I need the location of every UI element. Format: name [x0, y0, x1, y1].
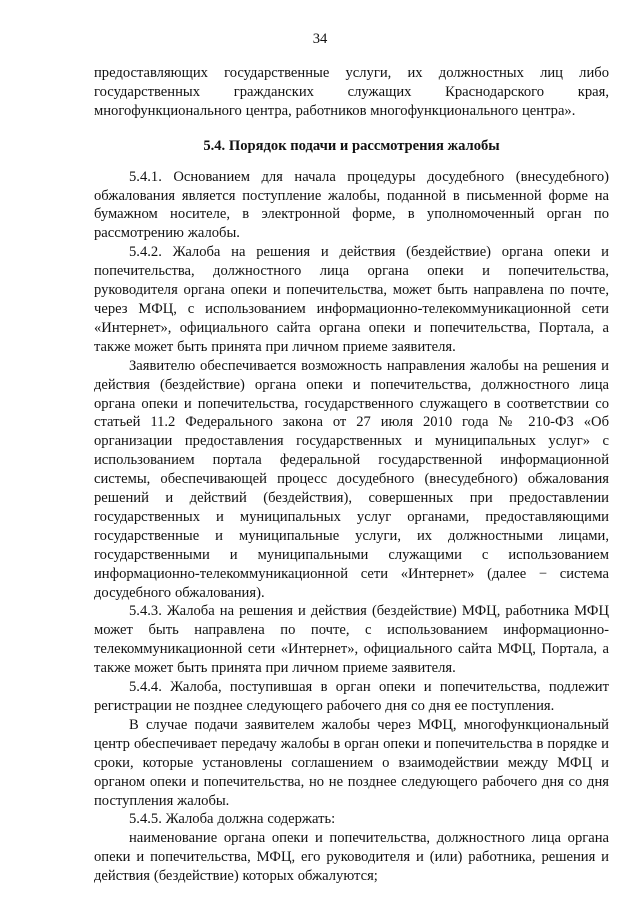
- paragraph-5-4-3: 5.4.3. Жалоба на решения и действия (бездействие) МФЦ, работника МФЦ может быть направлена по почте, с использованием информационно-телекоммуникационной сети «Интернет», официального сайта МФЦ, Портала, а также может быть принята при личном приеме заявителя.: [94, 603, 609, 677]
- paragraph-5-4-5: 5.4.5. Жалоба должна содержать:: [129, 811, 336, 828]
- paragraph-5-4-1: 5.4.1. Основанием для начала процедуры досудебного (внесудебного) обжалования является поступление жалобы, поданной в письменной форме на бумажном носителе, в электронной форме, в уполномоченный орган по рассмотрению жалобы.: [94, 168, 609, 242]
- intro-paragraph: предоставляющих государственные услуги, их должностных лиц либо государственных гражданских служащих Краснодарского края, многофункционального центра, работников многофункционального центра».: [94, 65, 609, 119]
- paragraph-mfc-transfer: В случае подачи заявителем жалобы через МФЦ, многофункциональный центр обеспечивает передачу жалобы в орган опеки и попечительства в порядке и сроки, которые установлены соглашением о взаимодействии между МФЦ и органом опеки и попечительства, но не позднее следующего рабочего дня со дня поступления жалобы.: [94, 716, 609, 809]
- section-title: 5.4. Порядок подачи и рассмотрения жалобы: [203, 137, 500, 154]
- page-number: 34: [312, 31, 328, 47]
- paragraph-system-access: Заявителю обеспечивается возможность направления жалобы на решения и действия (бездействие) органа опеки и попечительства, должностного лица органа опеки и попечительства, государственного служащего в соответствии со статьей 11.2 Федерального закона от 27 июля 2010 года № 210-ФЗ «Об организации предоставления государственных и муниципальных услуг» с использованием портала федеральной государственной информационной системы, обеспечивающей процесс досудебного (внесудебного) обжалования решений и действий (бездействия), совершенных при предоставлении государственных и муниципальных услуг органами, предоставляющими государственные и муниципальные услуги, их должностными лицами, государственными и муниципальными служащими с использованием информационно-телекоммуникационной сети «Интернет» (далее − система досудебного обжалования).: [94, 357, 609, 601]
- paragraph-5-4-2: 5.4.2. Жалоба на решения и действия (бездействие) органа опеки и попечительства, должностного лица органа опеки и попечительства, руководителя органа опеки и попечительства, может быть направлена по почте, через МФЦ, с использованием информационно-телекоммуникационной сети «Интернет», официального сайта органа опеки и попечительства, Портала, а также может быть принята при личном приеме заявителя.: [94, 244, 609, 355]
- paragraph-content-item: наименование органа опеки и попечительства, должностного лица органа опеки и попечительства, МФЦ, его руководителя и (или) работника, решения и действия (бездействие) которых обжалуются;: [94, 830, 609, 885]
- paragraph-5-4-4: 5.4.4. Жалоба, поступившая в орган опеки и попечительства, подлежит регистрации не позднее следующего рабочего дня со дня ее поступления.: [94, 679, 609, 714]
- document-body: [94, 64, 609, 886]
